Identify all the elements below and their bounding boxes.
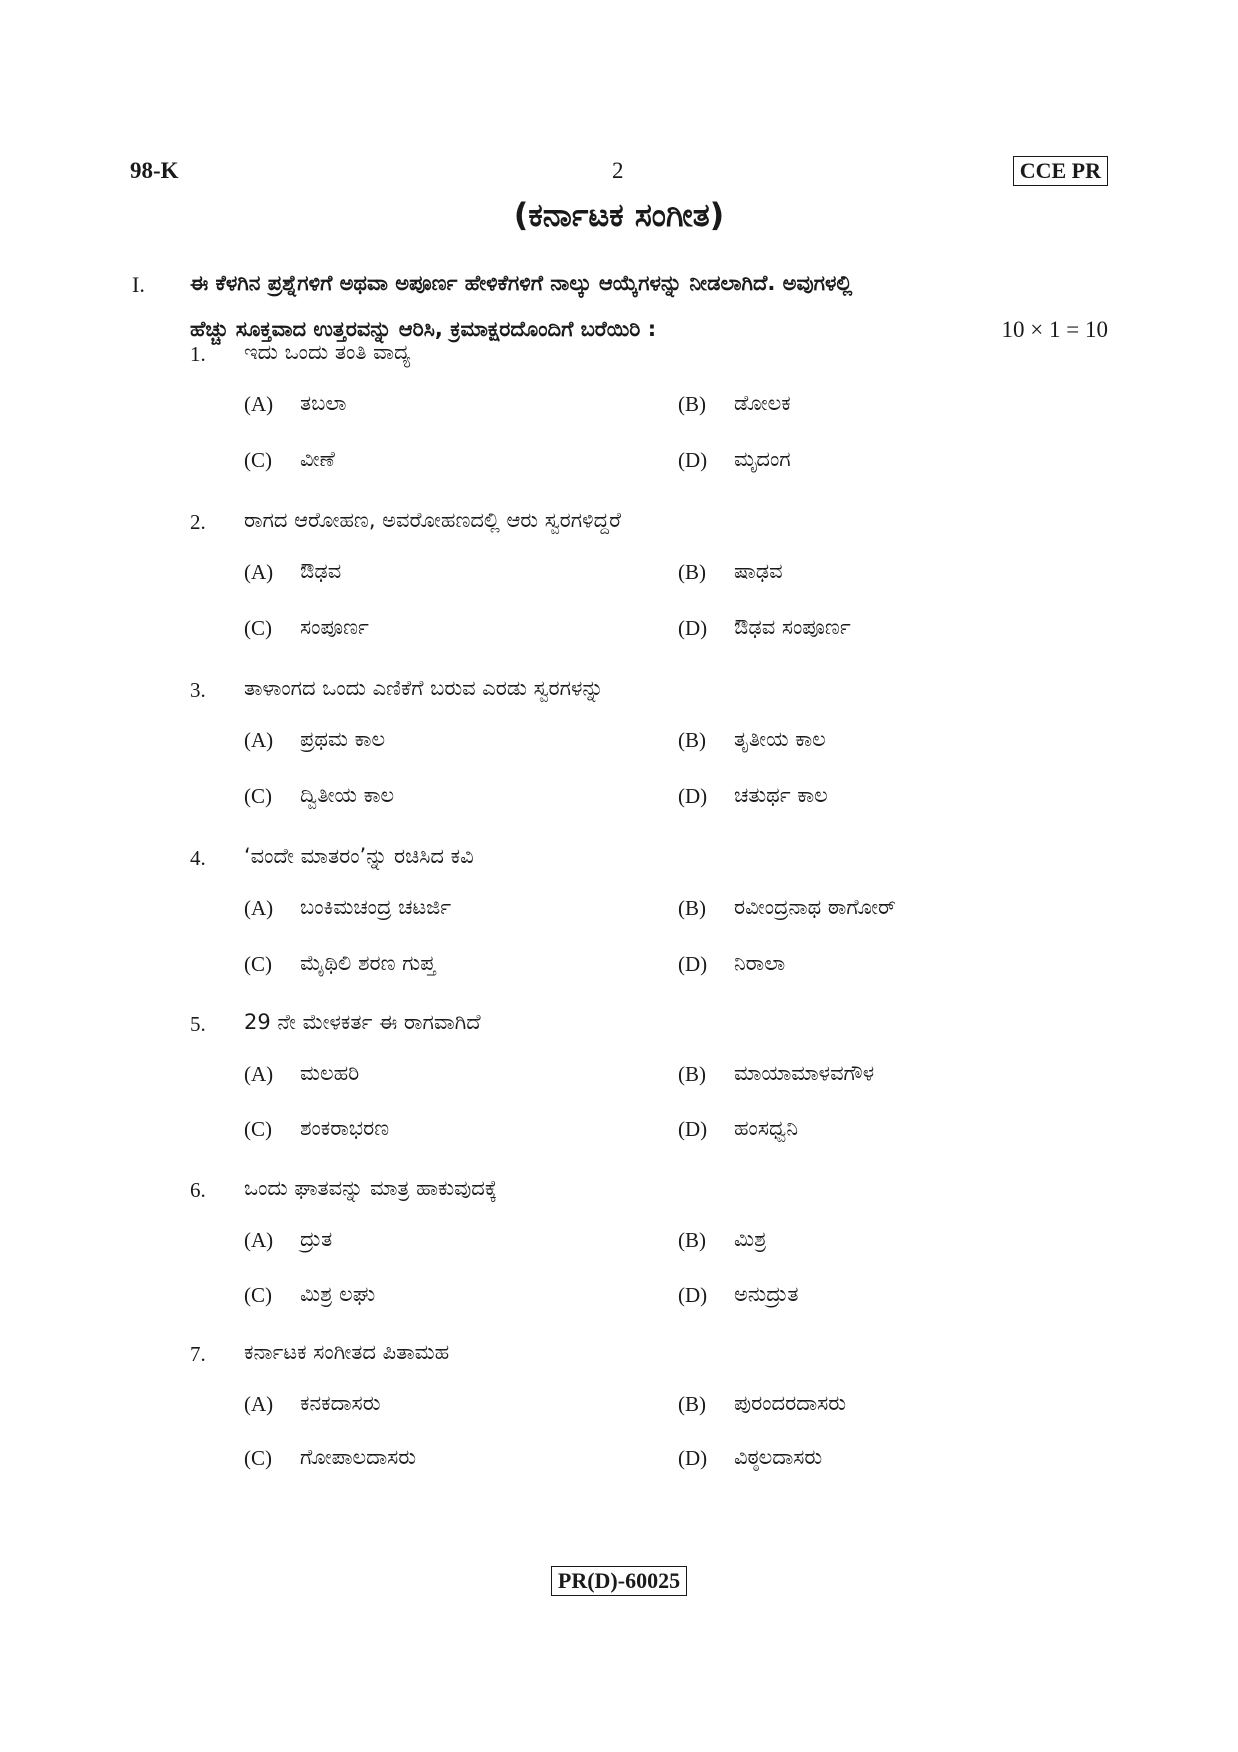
question-number: 2.	[190, 510, 206, 534]
marks-scheme: 10 × 1 = 10	[1001, 317, 1108, 342]
option-letter: (B)	[678, 896, 706, 920]
question-text: ಇದು ಒಂದು ತಂತಿ ವಾದ್ಯ	[244, 340, 411, 364]
option-letter: (C)	[244, 784, 272, 808]
section-numeral: I.	[132, 272, 145, 297]
option-letter: (C)	[244, 952, 272, 976]
option-text: ವೀಣೆ	[300, 447, 335, 471]
option-letter: (C)	[244, 1283, 272, 1307]
option-text: ಗೋಪಾಲದಾಸರು	[300, 1445, 417, 1469]
option-text: ಮೈಥಿಲಿ ಶರಣ ಗುಪ್ತ	[300, 951, 436, 975]
option-text: ಚತುರ್ಥ ಕಾಲ	[734, 783, 828, 807]
question-text: ಒಂದು ಘಾತವನ್ನು ಮಾತ್ರ ಹಾಕುವುದಕ್ಕೆ	[244, 1176, 498, 1200]
question-text: ‘ವಂದೇ ಮಾತರಂ’ನ್ನು ರಚಿಸಿದ ಕವಿ	[244, 844, 474, 868]
option-letter: (B)	[678, 1228, 706, 1252]
option-text: ಮೃದಂಗ	[734, 447, 791, 471]
option-letter: (B)	[678, 728, 706, 752]
option-text: ಷಾಢವ	[734, 559, 783, 583]
question-text: 29 ನೇ ಮೇಳಕರ್ತ ಈ ರಾಗವಾಗಿದೆ	[244, 1010, 481, 1034]
option-letter: (A)	[244, 896, 274, 920]
option-letter: (D)	[678, 1117, 708, 1141]
footer-code-box: PR(D)-60025	[551, 1566, 687, 1596]
option-letter: (A)	[244, 728, 274, 752]
option-text: ಮಲಹರಿ	[300, 1061, 360, 1085]
option-letter: (C)	[244, 448, 272, 472]
option-letter: (B)	[678, 1062, 706, 1086]
option-text: ಪುರಂದರದಾಸರು	[734, 1391, 847, 1415]
question-number: 7.	[190, 1342, 206, 1366]
question-number: 4.	[190, 846, 206, 870]
instruction-line-2: ಹೆಚ್ಚು ಸೂಕ್ತವಾದ ಉತ್ತರವನ್ನು ಆರಿಸಿ, ಕ್ರಮಾಕ್ಷರದೊಂದಿಗೆ ಬರೆಯಿರಿ :	[190, 317, 657, 341]
option-text: ಹಂಸಧ್ವನಿ	[734, 1116, 799, 1140]
option-text: ಬಂಕಿಮಚಂದ್ರ ಚಟರ್ಜಿ	[300, 895, 452, 919]
option-text: ಮಿಶ್ರ	[734, 1227, 767, 1251]
option-letter: (C)	[244, 1446, 272, 1470]
question-text: ತಾಳಾಂಗದ ಒಂದು ಎಣಿಕೆಗೆ ಬರುವ ಎರಡು ಸ್ವರಗಳನ್ನು	[244, 676, 604, 700]
option-text: ಅನುದ್ರುತ	[734, 1282, 799, 1306]
question-number: 3.	[190, 678, 206, 702]
option-text: ತೃತೀಯ ಕಾಲ	[734, 727, 826, 751]
option-letter: (A)	[244, 392, 274, 416]
option-text: ಡೋಲಕ	[734, 391, 791, 415]
option-text: ಕನಕದಾಸರು	[300, 1391, 381, 1415]
question-number: 5.	[190, 1012, 206, 1036]
instruction-line-1: ಈ ಕೆಳಗಿನ ಪ್ರಶ್ನೆಗಳಿಗೆ ಅಥವಾ ಅಪೂರ್ಣ ಹೇಳಿಕೆಗಳಿಗೆ ನಾಲ್ಕು ಆಯ್ಕೆಗಳನ್ನು ನೀಡಲಾಗಿದೆ. ಅವುಗಳಲ್ಲಿ	[190, 271, 853, 295]
option-text: ಸಂಪೂರ್ಣ	[300, 615, 369, 639]
option-text: ಪ್ರಥಮ ಕಾಲ	[300, 727, 386, 751]
option-letter: (B)	[678, 392, 706, 416]
option-text: ತಬಲಾ	[300, 391, 347, 415]
series-box: CCE PR	[1013, 156, 1108, 186]
option-letter: (D)	[678, 448, 708, 472]
option-letter: (A)	[244, 1392, 274, 1416]
option-letter: (A)	[244, 560, 274, 584]
page-number: 2	[612, 158, 624, 183]
option-letter: (D)	[678, 1283, 708, 1307]
option-text: ದ್ವಿತೀಯ ಕಾಲ	[300, 783, 395, 807]
option-letter: (C)	[244, 1117, 272, 1141]
question-number: 6.	[190, 1178, 206, 1202]
option-letter: (C)	[244, 616, 272, 640]
option-text: ರವೀಂದ್ರನಾಥ ಠಾಗೋರ್	[734, 895, 896, 919]
option-text: ಶಂಕರಾಭರಣ	[300, 1116, 390, 1140]
option-letter: (D)	[678, 784, 708, 808]
option-text: ನಿರಾಲಾ	[734, 951, 786, 975]
footer	[0, 1566, 1238, 1596]
option-text: ಮಾಯಾಮಾಳವಗೌಳ	[734, 1061, 875, 1085]
option-letter: (D)	[678, 952, 708, 976]
page-title: (ಕರ್ನಾಟಕ ಸಂಗೀತ)	[513, 196, 725, 234]
option-text: ವಿಠ್ಠಲದಾಸರು	[734, 1445, 823, 1469]
option-letter: (A)	[244, 1228, 274, 1252]
question-text: ರಾಗದ ಆರೋಹಣ, ಅವರೋಹಣದಲ್ಲಿ ಆರು ಸ್ವರಗಳಿದ್ದರೆ	[244, 508, 622, 532]
option-letter: (B)	[678, 1392, 706, 1416]
option-letter: (D)	[678, 616, 708, 640]
question-number: 1.	[190, 342, 206, 366]
option-text: ದ್ರುತ	[300, 1227, 333, 1251]
option-text: ಔಢವ	[300, 559, 342, 583]
option-text: ಮಿಶ್ರ ಲಘು	[300, 1282, 376, 1306]
option-letter: (A)	[244, 1062, 274, 1086]
option-letter: (B)	[678, 560, 706, 584]
option-text: ಔಢವ ಸಂಪೂರ್ಣ	[734, 615, 851, 639]
question-text: ಕರ್ನಾಟಕ ಸಂಗೀತದ ಪಿತಾಮಹ	[244, 1340, 450, 1364]
option-letter: (D)	[678, 1446, 708, 1470]
paper-code: 98-K	[130, 158, 179, 183]
